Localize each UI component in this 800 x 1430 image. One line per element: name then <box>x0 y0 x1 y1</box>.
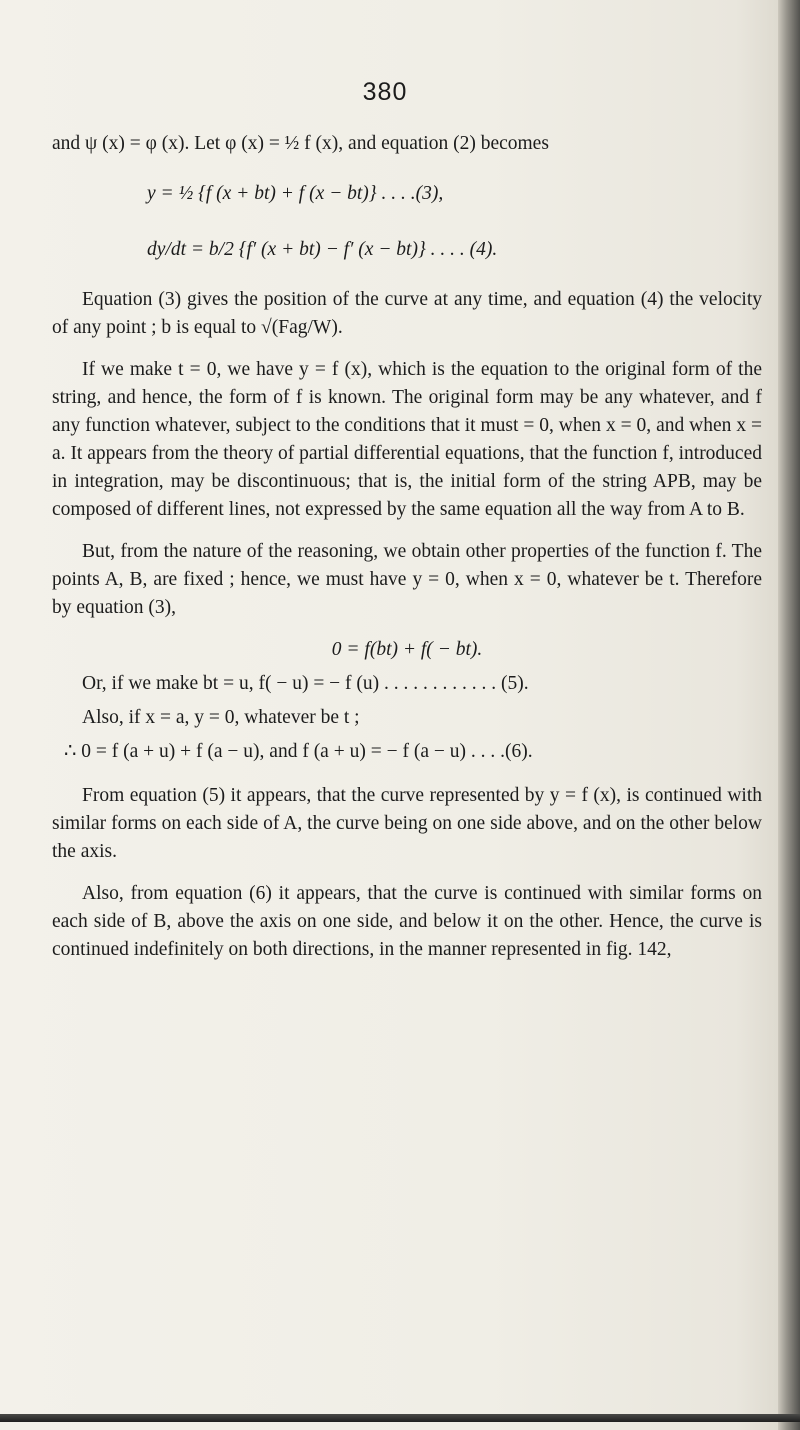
paragraph-1: Equation (3) gives the position of the curve at any time, and equation (4) the velocity of any point ; b is equal to √(Fag/W). <box>52 289 762 338</box>
also-line: Also, if x = a, y = 0, whatever be t ; <box>82 707 360 728</box>
paragraph-5: Also, from equation (6) it appears, that the curve is continued with similar forms on each side of B, above the axis on one side, and below it on the other. Hence, the curve is continued indefinitely on both directions, in the manner represented in fig. 142, <box>52 883 762 960</box>
page-number: 380 <box>362 78 408 106</box>
page-binding-edge <box>778 0 800 1430</box>
paragraph-3: But, from the nature of the reasoning, we obtain other properties of the function f. The points A, B, are fixed ; hence, we must have y = 0, when x = 0, whatever be t. Therefore by equation (3), <box>52 541 762 618</box>
equation-6: ∴ 0 = f (a + u) + f (a − u), and f (a + u) = − f (a − u) . . . .(6). <box>64 741 533 762</box>
equation-4: dy/dt = b/2 {f′ (x + bt) − f′ (x − bt)} . . . . (4). <box>147 239 498 260</box>
equation-zero: 0 = f(bt) + f( − bt). <box>331 639 483 660</box>
page-bottom-border <box>0 1414 800 1422</box>
paragraph-2: If we make t = 0, we have y = f (x), which is the equation to the original form of the string, and hence, the form of f is known. The original form may be any whatever, and f any function whatever, subject to the conditions that it must = 0, when x = 0, and when x = a. It appears from the theory of partial differential equations, that the function f, introduced in integration, may be discontinuous; that is, the initial form of the string APB, may be composed of different lines, not expressed by the same equation all the way from A to B. <box>52 359 762 520</box>
intro-line: and ψ (x) = φ (x). Let φ (x) = ½ f (x), and equation (2) becomes <box>52 133 549 154</box>
paragraph-4: From equation (5) it appears, that the curve represented by y = f (x), is continued with similar forms on each side of A, the curve being on one side above, and on the other below the axis. <box>52 785 762 862</box>
equation-3: y = ½ {f (x + bt) + f (x − bt)} . . . .(3), <box>147 183 444 204</box>
page-body <box>52 130 762 978</box>
equation-5: Or, if we make bt = u, f( − u) = − f (u) . . . . . . . . . . . . (5). <box>82 673 529 694</box>
